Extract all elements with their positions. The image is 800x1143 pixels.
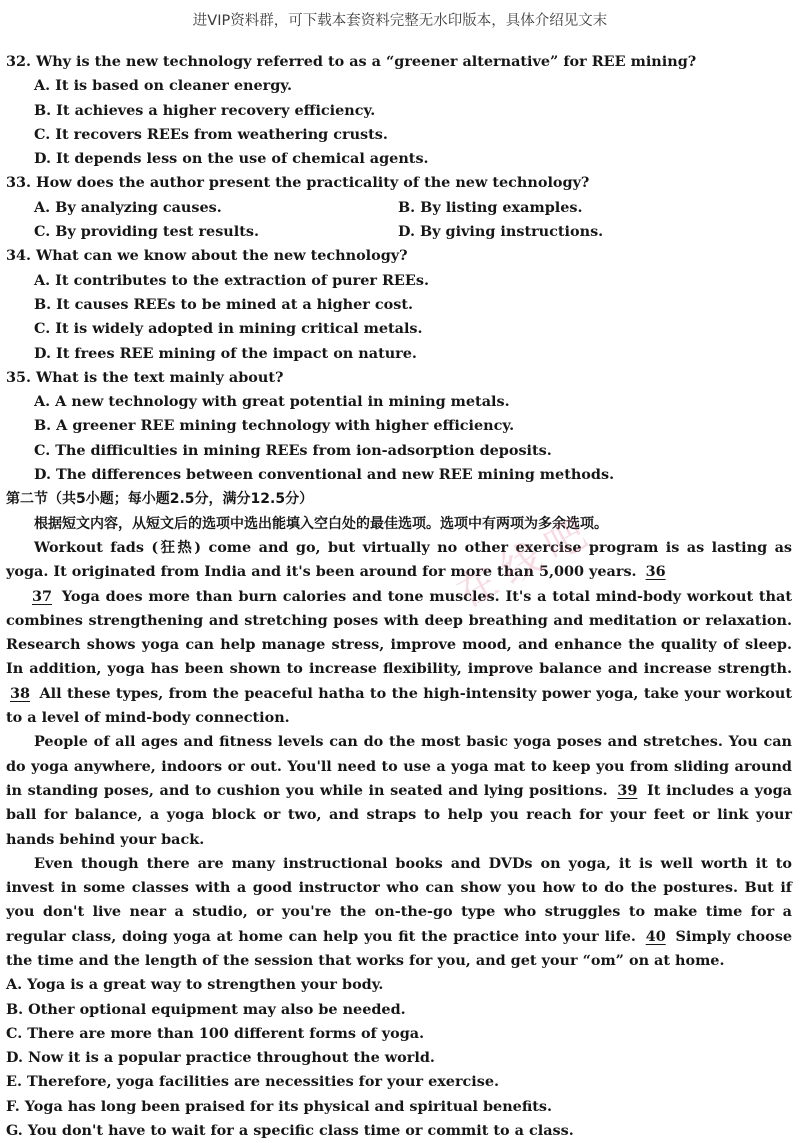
exam-content <box>6 50 792 1143</box>
blank-39: 39 <box>617 781 638 799</box>
choice-b: B. Other optional equipment may also be needed. <box>6 1000 406 1018</box>
blank-36: 36 <box>645 563 666 581</box>
question-32 <box>6 50 792 171</box>
option-d: D. The differences between conventional and new REE mining methods. <box>34 466 615 484</box>
option-c: C. The difficulties in mining REEs from ion-adsorption deposits. <box>34 441 552 459</box>
option-a: A. It is based on cleaner energy. <box>34 77 292 95</box>
watermark-text: 在线吧 <box>448 506 603 618</box>
choice-list <box>6 973 792 1143</box>
blank-38: 38 <box>10 684 31 702</box>
passage-paragraph-4 <box>6 852 792 973</box>
question-34 <box>6 244 792 365</box>
option-c: C. It recovers REEs from weathering crusts. <box>34 125 388 143</box>
option-a: A. It contributes to the extraction of purer REEs. <box>34 271 429 289</box>
section-heading: 第二节（共5小题；每小题2.5分，满分12.5分） <box>6 491 314 508</box>
option-d: D. It frees REE mining of the impact on nature. <box>34 344 417 362</box>
option-row <box>6 196 792 220</box>
passage-text: Simply choose the time and the length of the session that works for you, and get your “om” on at home. <box>6 927 792 969</box>
option-b: B. It causes REEs to be mined at a higher cost. <box>34 295 414 313</box>
option-d: D. By giving instructions. <box>398 223 604 241</box>
choice-c: C. There are more than 100 different forms of yoga. <box>6 1024 425 1042</box>
choice-g: G. You don't have to wait for a specific class time or commit to a class. <box>6 1122 574 1140</box>
option-a: A. A new technology with great potential in mining metals. <box>34 393 510 411</box>
passage-text: People of all ages and fitness levels can do the most basic yoga poses and stretches. You can do yoga anywhere, indoors or out. You'll need to use a yoga mat to keep you from sliding around in standing poses, and to cushion you while in seated and lying positions. <box>6 733 792 799</box>
passage-paragraph-2 <box>6 585 792 731</box>
option-d: D. It depends less on the use of chemical agents. <box>34 150 429 168</box>
passage-text: Workout fads (狂热) come and go, but virtually no other exercise program is as lasting as yoga. It originated from India and it's been around for more than 5,000 years. <box>6 538 792 581</box>
choice-a: A. Yoga is a great way to strengthen your body. <box>6 976 384 994</box>
passage-text: Even though there are many instructional books and DVDs on yoga, it is well worth it to invest in some classes with a good instructor who can show you how to do the postures. But if you don't live near a studio, or you're the on-the-go type who struggles to make time for a regular class, doing yoga at home can help you fit the practice into your life. <box>6 854 792 945</box>
section-instruction: 根据短文内容，从短文后的选项中选出能填入空白处的最佳选项。选项中有两项为多余选项。 <box>34 515 608 532</box>
blank-40: 40 <box>645 927 666 945</box>
question-stem: 35. What is the text mainly about? <box>6 368 284 386</box>
option-c: C. By providing test results. <box>34 223 259 241</box>
blank-37: 37 <box>32 587 53 605</box>
promo-banner: 进VIP资料群，可下载本套资料完整无水印版本，具体介绍见文末 <box>192 13 608 29</box>
passage-paragraph-3 <box>6 730 792 851</box>
passage-text: It includes a yoga ball for balance, a yoga block or two, and straps to help you reach for your feet or link your hands behind your back. <box>6 781 792 848</box>
choice-d: D. Now it is a popular practice throughout the world. <box>6 1049 435 1067</box>
question-stem: 33. How does the author present the practicality of the new technology? <box>6 174 590 192</box>
question-35 <box>6 366 792 487</box>
option-b: B. A greener REE mining technology with higher efficiency. <box>34 417 515 435</box>
option-a: A. By analyzing causes. <box>34 198 222 216</box>
choice-f: F. Yoga has long been praised for its physical and spiritual benefits. <box>6 1097 553 1115</box>
question-stem: 32. Why is the new technology referred to as a “greener alternative” for REE mining? <box>6 53 697 70</box>
passage-paragraph-1 <box>6 536 792 585</box>
question-stem: 34. What can we know about the new technology? <box>6 247 408 265</box>
option-b: B. By listing examples. <box>398 198 583 216</box>
passage-text: Yoga does more than burn calories and tone muscles. It's a total mind-body workout that combines strengthening and stretching poses with deep breathing and meditation or relaxation. Research shows yoga can help manage stress, improve mood, and enhance the quality of sleep. In addition, yoga has been shown to increase flexibility, improve balance and increase strength. <box>6 587 792 678</box>
passage-text: All these types, from the peaceful hatha to the high-intensity power yoga, take your workout to a level of mind-body connection. <box>6 684 792 727</box>
option-row <box>6 220 792 244</box>
option-b: B. It achieves a higher recovery efficiency. <box>34 101 376 119</box>
option-c: C. It is widely adopted in mining critical metals. <box>34 320 423 338</box>
choice-e: E. Therefore, yoga facilities are necessities for your exercise. <box>6 1073 500 1091</box>
question-33 <box>6 171 792 244</box>
